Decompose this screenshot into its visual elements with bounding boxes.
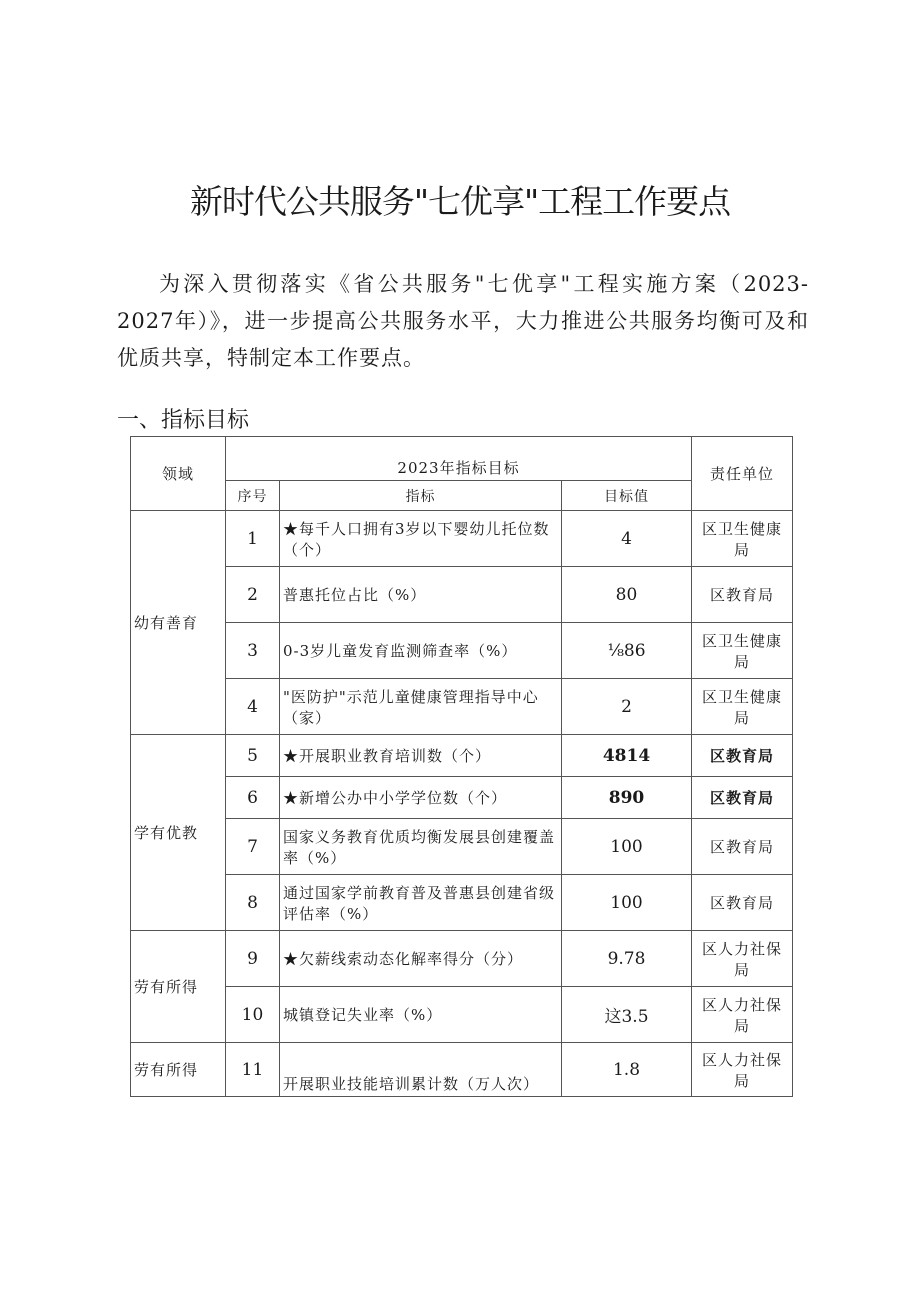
intro-paragraph: 为深入贯彻落实《省公共服务"七优享"工程实施方案（2023-2027年）》，进一步提高公共服务水平，大力推进公共服务均衡可及和优质共享，特制定本工作要点。	[117, 272, 809, 370]
table-row	[131, 567, 793, 623]
table-row	[131, 777, 793, 819]
indicator-cell: 开展职业技能培训累计数（万人次）	[280, 1043, 562, 1097]
header-domain: 领域	[131, 437, 226, 511]
value-cell: 100	[562, 819, 692, 875]
domain-cell: 劳有所得	[131, 1043, 226, 1097]
header-seq: 序号	[226, 481, 280, 511]
domain-cell: 学有优教	[131, 735, 226, 931]
header-value: 目标值	[562, 481, 692, 511]
section-heading: 一、指标目标	[117, 408, 250, 433]
unit-cell: 区教育局	[692, 875, 793, 931]
table-row	[131, 679, 793, 735]
table-row	[131, 875, 793, 931]
seq-cell: 3	[226, 623, 280, 679]
seq-cell: 11	[226, 1043, 280, 1097]
value-cell: 4	[562, 511, 692, 567]
indicator-cell: 通过国家学前教育普及普惠县创建省级评估率（%）	[280, 875, 562, 931]
domain-cell: 劳有所得	[131, 931, 226, 1043]
table-row	[131, 623, 793, 679]
seq-cell: 9	[226, 931, 280, 987]
value-cell: 100	[562, 875, 692, 931]
indicator-cell: "医防护"示范儿童健康管理指导中心（家）	[280, 679, 562, 735]
table-row	[131, 931, 793, 987]
unit-cell: 区卫生健康局	[692, 679, 793, 735]
table-row	[131, 987, 793, 1043]
unit-cell: 区卫生健康局	[692, 623, 793, 679]
document-title: 新时代公共服务"七优享"工程工作要点	[189, 182, 731, 221]
seq-cell: 6	[226, 777, 280, 819]
value-cell: 1.8	[562, 1043, 692, 1097]
indicator-cell: ★开展职业教育培训数（个）	[280, 735, 562, 777]
seq-cell: 10	[226, 987, 280, 1043]
value-cell: 890	[562, 777, 692, 819]
table-row	[131, 819, 793, 875]
indicator-cell: ★欠薪线索动态化解率得分（分）	[280, 931, 562, 987]
indicator-cell: 0-3岁儿童发育监测筛查率（%）	[280, 623, 562, 679]
value-cell: 80	[562, 567, 692, 623]
table-row	[131, 735, 793, 777]
header-target-year: 2023年指标目标	[226, 437, 692, 481]
seq-cell: 8	[226, 875, 280, 931]
header-indicator: 指标	[280, 481, 562, 511]
seq-cell: 5	[226, 735, 280, 777]
header-responsible: 责任单位	[692, 437, 793, 511]
seq-cell: 1	[226, 511, 280, 567]
domain-cell: 幼有善育	[131, 511, 226, 735]
unit-cell: 区人力社保局	[692, 1043, 793, 1097]
unit-cell: 区教育局	[692, 567, 793, 623]
value-cell: ⅛86	[562, 623, 692, 679]
indicator-cell: 国家义务教育优质均衡发展县创建覆盖率（%）	[280, 819, 562, 875]
table-row	[131, 511, 793, 567]
table-row	[131, 1043, 793, 1097]
indicator-table	[130, 436, 793, 1097]
unit-cell: 区教育局	[692, 777, 793, 819]
value-cell: 2	[562, 679, 692, 735]
unit-cell: 区卫生健康局	[692, 511, 793, 567]
indicator-cell: 城镇登记失业率（%）	[280, 987, 562, 1043]
unit-cell: 区教育局	[692, 735, 793, 777]
unit-cell: 区人力社保局	[692, 931, 793, 987]
indicator-cell: 普惠托位占比（%）	[280, 567, 562, 623]
value-cell: 9.78	[562, 931, 692, 987]
value-cell: 这3.5	[562, 987, 692, 1043]
seq-cell: 2	[226, 567, 280, 623]
value-cell: 4814	[562, 735, 692, 777]
unit-cell: 区教育局	[692, 819, 793, 875]
unit-cell: 区人力社保局	[692, 987, 793, 1043]
seq-cell: 7	[226, 819, 280, 875]
indicator-cell: ★每千人口拥有3岁以下婴幼儿托位数（个）	[280, 511, 562, 567]
indicator-cell: ★新增公办中小学学位数（个）	[280, 777, 562, 819]
seq-cell: 4	[226, 679, 280, 735]
